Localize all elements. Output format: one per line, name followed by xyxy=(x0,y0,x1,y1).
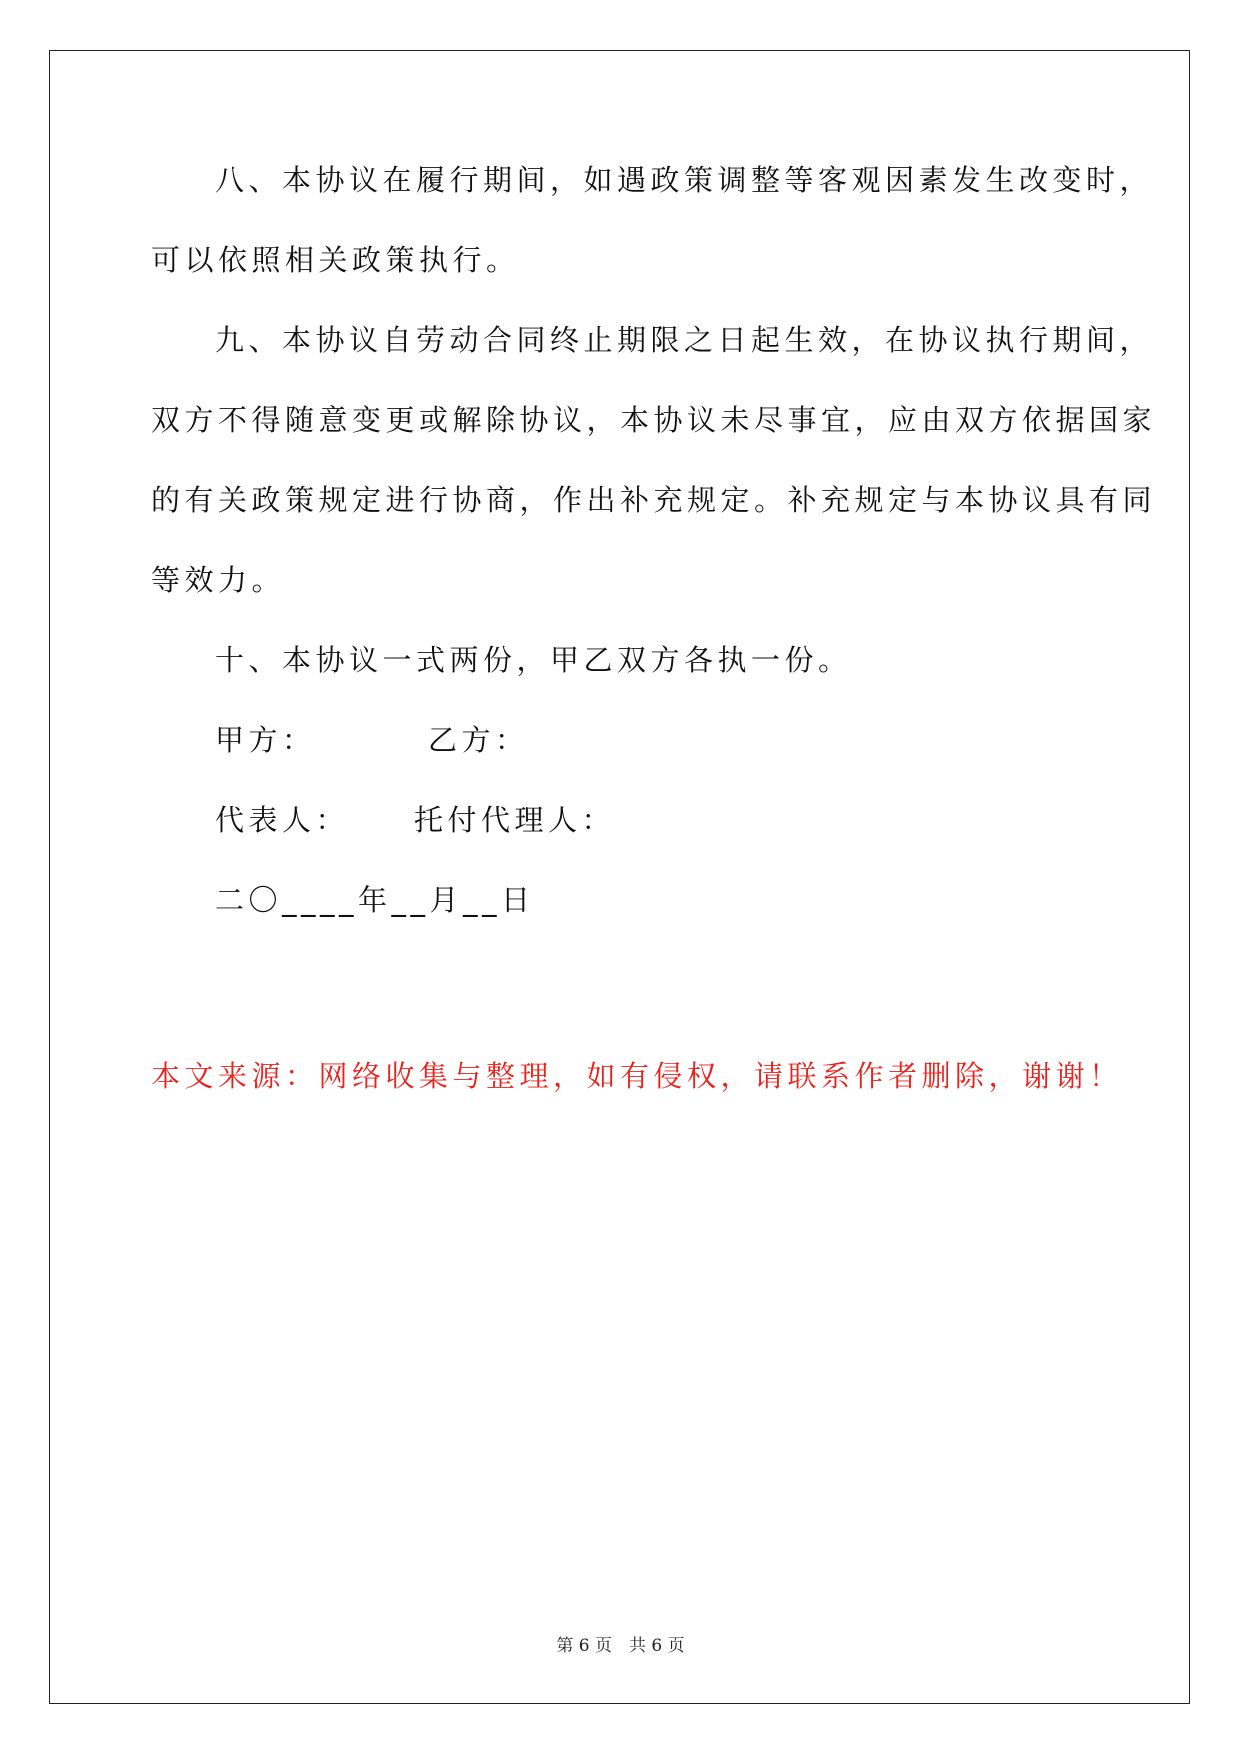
source-note: 本文来源：网络收集与整理，如有侵权，请联系作者删除，谢谢！ xyxy=(151,1059,1123,1093)
clause-8-line-2: 可以依照相关政策执行。 xyxy=(151,243,520,277)
clause-9-line-4: 等效力。 xyxy=(151,563,286,597)
page-number: 第 6 页 共 6 页 xyxy=(556,1636,685,1656)
date-line: 二〇____年__月__日 xyxy=(215,883,535,917)
party-a-label: 甲方： xyxy=(215,723,316,757)
agent-label: 托付代理人： xyxy=(414,803,616,837)
clause-9-line-1: 九、本协议自劳动合同终止期限之日起生效，在协议执行期间， xyxy=(215,323,1154,357)
clause-9-line-3: 的有关政策规定进行协商，作出补充规定。补充规定与本协议具有同 xyxy=(151,483,1157,517)
document-body xyxy=(151,160,1157,960)
party-b-label: 乙方： xyxy=(428,723,529,757)
date-row xyxy=(151,880,1091,920)
party-row xyxy=(151,720,1091,760)
clause-9-line-2: 双方不得随意变更或解除协议，本协议未尽事宜，应由双方依据国家 xyxy=(151,403,1157,437)
clause-10-line-1: 十、本协议一式两份，甲乙双方各执一份。 xyxy=(215,643,852,677)
representative-row xyxy=(151,800,1091,840)
representative-label: 代表人： xyxy=(215,803,350,837)
clause-8-line-1: 八、本协议在履行期间，如遇政策调整等客观因素发生改变时， xyxy=(215,163,1154,197)
